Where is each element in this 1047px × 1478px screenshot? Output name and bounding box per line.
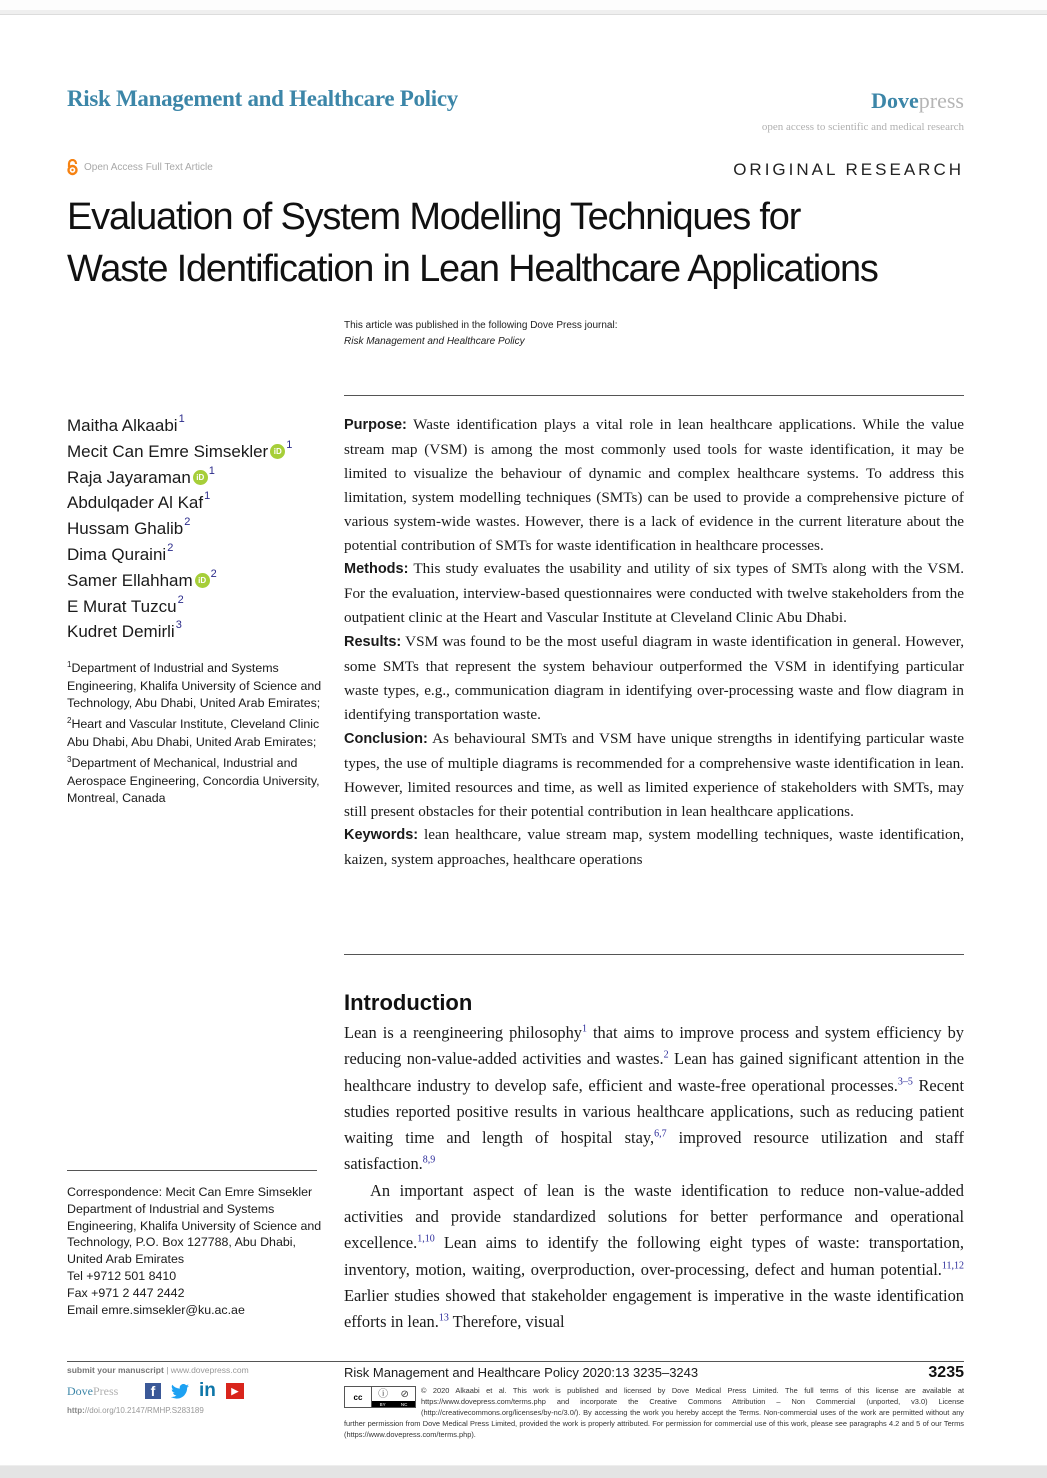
author-item	[67, 413, 292, 439]
footer-divider	[67, 1361, 964, 1362]
author-item	[67, 619, 292, 645]
affiliation-superscript[interactable]: 2	[167, 541, 174, 554]
paragraph-text: Lean is a reengineering philosophy	[344, 1023, 582, 1042]
abstract-bottom-divider	[344, 954, 964, 955]
introduction-body	[344, 1020, 964, 1336]
citation-reference[interactable]: 3–5	[897, 1076, 913, 1088]
cc-badge-labels	[372, 1401, 415, 1407]
correspondence-line: Correspondence: Mecit Can Emre Simsekler	[67, 1185, 313, 1199]
author-name[interactable]: Hussam Ghalib	[67, 519, 184, 539]
purpose-text: Waste identification plays a vital role in lean healthcare applications. While the value stream map (VSM) is among the most commonly used tools for waste identification, it may be limited to visualize the behaviour of dynamic and complex healthcare systems. To address this limitation, system modelling techniques (SMTs) can be used to provide a comprehensive picture of various system-wide wastes. However, there is a lack of evidence in the current literature about the potential contribution of SMTs for waste identification in healthcare processes.	[344, 416, 964, 554]
affiliation-3: Department of Mechanical, Industrial and Aerospace Engineering, Concordia University, Montreal, Canada	[67, 756, 320, 806]
author-name[interactable]: Mecit Can Emre Simsekler	[67, 441, 269, 461]
affiliation-superscript[interactable]: 1	[286, 438, 293, 451]
correspondence-line: Department of Industrial and Systems Engineering, Khalifa University of Science and Technology, P.O. Box 127788, Abu Dhabi, United Arab Emirates	[67, 1201, 322, 1267]
paragraph-text: Recent studies reported positive results in various healthcare applications, such as reducing patient waiting time and length of hospital stay,	[344, 1075, 964, 1148]
author-name[interactable]: Abdulqader Al Kaf	[67, 493, 204, 513]
publication-note-text: This article was published in the following Dove Press journal:	[344, 320, 618, 331]
publication-journal[interactable]: Risk Management and Healthcare Policy	[344, 336, 525, 347]
dovepress-small-logo[interactable]	[67, 1384, 145, 1399]
abstract-conclusion	[344, 727, 964, 824]
submit-url: | www.dovepress.com	[163, 1365, 249, 1375]
submit-label: submit your manuscript	[67, 1365, 164, 1375]
citation-reference[interactable]: 11,12	[941, 1260, 964, 1272]
keywords-label: Keywords:	[344, 827, 419, 844]
abstract-methods	[344, 557, 964, 630]
abstract-purpose	[344, 413, 964, 557]
introduction-paragraph-2	[344, 1178, 964, 1336]
affiliation-1: Department of Industrial and Systems Engineering, Khalifa University of Science and Technology, Abu Dhabi, United Arab Emirates;	[67, 661, 322, 710]
footer-left	[67, 1365, 317, 1415]
author-name[interactable]: Kudret Demirli	[67, 622, 175, 642]
journal-title[interactable]: Risk Management and Healthcare Policy	[67, 86, 458, 111]
affiliation-marker: 2	[67, 716, 72, 726]
affiliation-superscript[interactable]: 3	[175, 619, 182, 632]
citation-reference[interactable]: 8,9	[422, 1155, 436, 1167]
purpose-label: Purpose:	[344, 417, 407, 433]
introduction-paragraph-1	[344, 1020, 964, 1178]
abstract	[344, 413, 964, 872]
dovepress-logo[interactable]	[871, 88, 964, 114]
results-text: VSM was found to be the most useful diagram in waste identification in general. However, some SMTs that represent the system behaviour outperformed the VSM in identifying particular waste types, e.g., communication diagram in identifying over-processing waste and flow diagram in identifying transportation waste.	[344, 633, 964, 723]
doi-link[interactable]	[67, 1406, 317, 1415]
abstract-top-divider	[344, 395, 964, 396]
logo-dove: Dove	[67, 1383, 93, 1398]
article-type: ORIGINAL RESEARCH	[733, 160, 964, 179]
author-name[interactable]: Dima Quraini	[67, 544, 167, 564]
abstract-keywords	[344, 823, 964, 872]
keywords-text: lean healthcare, value stream map, system modelling techniques, waste identification, kaizen, system approaches, healthcare operations	[344, 826, 964, 869]
attribution-icon: ⓘ	[378, 1388, 389, 1400]
correspondence	[67, 1184, 325, 1318]
conclusion-label: Conclusion:	[344, 730, 428, 747]
footer-right	[344, 1364, 964, 1440]
citation-row	[344, 1364, 964, 1382]
conclusion-text: As behavioural SMTs and VSM have unique strengths in identifying particular waste types, the use of multiple diagrams is recommended for a comprehensive waste identification in lean. However, limited resources and time, as well as limited experience of stakeholders with SMTs, may still present obstacles for their potential contribution in lean healthcare applications.	[344, 729, 964, 820]
author-name[interactable]: Samer Ellahham	[67, 570, 193, 590]
twitter-icon[interactable]	[171, 1384, 189, 1399]
facebook-icon[interactable]: f	[145, 1383, 161, 1399]
author-list	[67, 413, 292, 645]
paragraph-text: Therefore, visual	[448, 1312, 565, 1332]
license-text: © 2020 Alkaabi et al. This work is published and licensed by Dove Medical Press Limited. The full terms of this license are available at https://www.dovepress.com/terms.php and incorporate the Creative Commons Attribution – Non Commercial (unported, v3.0) License (http://creativecommons.org/licenses/by-nc/3.0/). By accessing the work you hereby accept the Terms. Non-commercial uses of the work are permitted without any further permission from Dove Medical Press Limited, provided the work is properly attributed. For permission for commercial use of this work, please see paragraphs 4.2 and 5 of our Terms (https://www.dovepress.com/terms.php).	[344, 1386, 964, 1439]
article-title	[67, 191, 987, 295]
author-name[interactable]: Raja Jayaraman	[67, 467, 191, 487]
correspondence-line[interactable]: Email emre.simsekler@ku.ac.ae	[67, 1302, 245, 1317]
author-item	[67, 542, 292, 568]
paragraph-text: that aims to improve process and system efficiency by reducing non-value-added activities and wastes.	[344, 1023, 964, 1069]
affiliation-superscript[interactable]: 1	[178, 413, 185, 425]
affiliation-superscript[interactable]: 1	[204, 490, 211, 503]
doi-path: //doi.org/10.2147/RMHP.S283189	[84, 1406, 204, 1415]
author-item	[67, 490, 292, 516]
affiliation-marker: 3	[67, 755, 72, 765]
logo-press: press	[918, 88, 964, 113]
citation-reference[interactable]: 6,7	[654, 1128, 667, 1140]
citation-reference[interactable]: 2	[663, 1049, 669, 1061]
affiliation-superscript[interactable]: 2	[184, 516, 191, 529]
title-line-1: Evaluation of System Modelling Techniques for	[67, 196, 801, 238]
logo-dove: Dove	[871, 88, 919, 113]
correspondence-line: Fax +971 2 447 2442	[67, 1285, 185, 1300]
orcid-icon[interactable]: iD	[193, 470, 208, 485]
citation-reference[interactable]: 1	[581, 1023, 587, 1035]
affiliations	[67, 656, 322, 808]
publisher-tagline: open access to scientific and medical research	[761, 121, 964, 133]
introduction-heading: Introduction	[344, 990, 473, 1015]
paragraph-text: Earlier studies showed that stakeholder engagement is imperative in the waste identification efforts in lean.	[344, 1285, 964, 1332]
affiliation-2: Heart and Vascular Institute, Cleveland Clinic Abu Dhabi, Abu Dhabi, United Arab Emirates;	[67, 717, 320, 749]
page-number: 3235	[928, 1364, 964, 1381]
paragraph-text: Lean aims to identify the following eight types of waste: transportation, inventory, motion, waiting, overproduction, over-processing, defect and human potential.	[344, 1233, 964, 1279]
noncommercial-icon: ⊘	[400, 1388, 409, 1400]
citation-reference[interactable]: 1,10	[417, 1233, 435, 1245]
social-row	[67, 1380, 317, 1402]
license-notice	[344, 1385, 964, 1440]
open-access-badge	[67, 159, 213, 176]
correspondence-line: Tel +9712 501 8410	[67, 1268, 177, 1283]
viewer-bottom-edge	[0, 1465, 1047, 1478]
results-label: Results:	[344, 634, 402, 651]
title-line-2: Waste Identification in Lean Healthcare Applications	[67, 248, 878, 290]
citation-reference[interactable]: 13	[438, 1312, 449, 1324]
cc-by-label: BY	[379, 1401, 386, 1407]
paragraph-text: improved resource utilization and staff satisfaction.	[344, 1128, 964, 1174]
author-item	[67, 465, 292, 491]
author-item	[67, 516, 292, 542]
affiliation-superscript[interactable]: 2	[177, 593, 184, 606]
publication-note	[344, 318, 617, 350]
abstract-results	[344, 630, 964, 727]
cc-nc-label: NC	[400, 1401, 408, 1407]
doi-scheme: http:	[67, 1406, 85, 1415]
linkedin-icon[interactable]: in	[199, 1380, 216, 1401]
author-name[interactable]: E Murat Tuzcu	[67, 596, 177, 616]
affiliation-superscript[interactable]: 1	[208, 464, 215, 477]
creative-commons-icon: cc	[345, 1387, 372, 1407]
author-name[interactable]: Maitha Alkaabi	[67, 416, 178, 435]
orcid-icon[interactable]: iD	[195, 573, 210, 588]
paragraph-text: Lean has gained significant attention in the healthcare industry to develop safe, efficient and waste-free operational processes.	[344, 1049, 965, 1095]
logo-press: Press	[93, 1383, 119, 1398]
orcid-icon[interactable]: iD	[270, 444, 285, 459]
youtube-icon[interactable]: ▶	[226, 1383, 244, 1399]
paragraph-text: An important aspect of lean is the waste identification to reduce non-value-added activities and provide standardized solutions for better performance and operational excellence.	[344, 1180, 964, 1253]
correspondence-divider	[67, 1170, 317, 1171]
open-access-label: Open Access Full Text Article	[84, 162, 213, 173]
cc-by-nc-badge[interactable]	[344, 1386, 416, 1408]
citation: Risk Management and Healthcare Policy 2020:13 3235–3243	[344, 1365, 699, 1380]
author-item	[67, 439, 292, 465]
affiliation-marker: 1	[67, 660, 72, 669]
methods-label: Methods:	[344, 561, 409, 578]
affiliation-superscript[interactable]: 2	[210, 567, 217, 580]
submit-manuscript-link[interactable]	[67, 1365, 317, 1375]
cc-glyphs	[372, 1387, 415, 1401]
open-access-lock-icon	[67, 159, 78, 176]
cc-by-nc-icons	[372, 1387, 415, 1407]
methods-text: This study evaluates the usability and utility of six types of SMTs along with the VSM. For the evaluation, interview-based questionnaires were conducted with twelve stakeholders from the outpatient clinic at the Heart and Vascular Institute at Cleveland Clinic Abu Dhabi.	[344, 560, 964, 627]
viewer-top-shadow	[0, 10, 1047, 14]
